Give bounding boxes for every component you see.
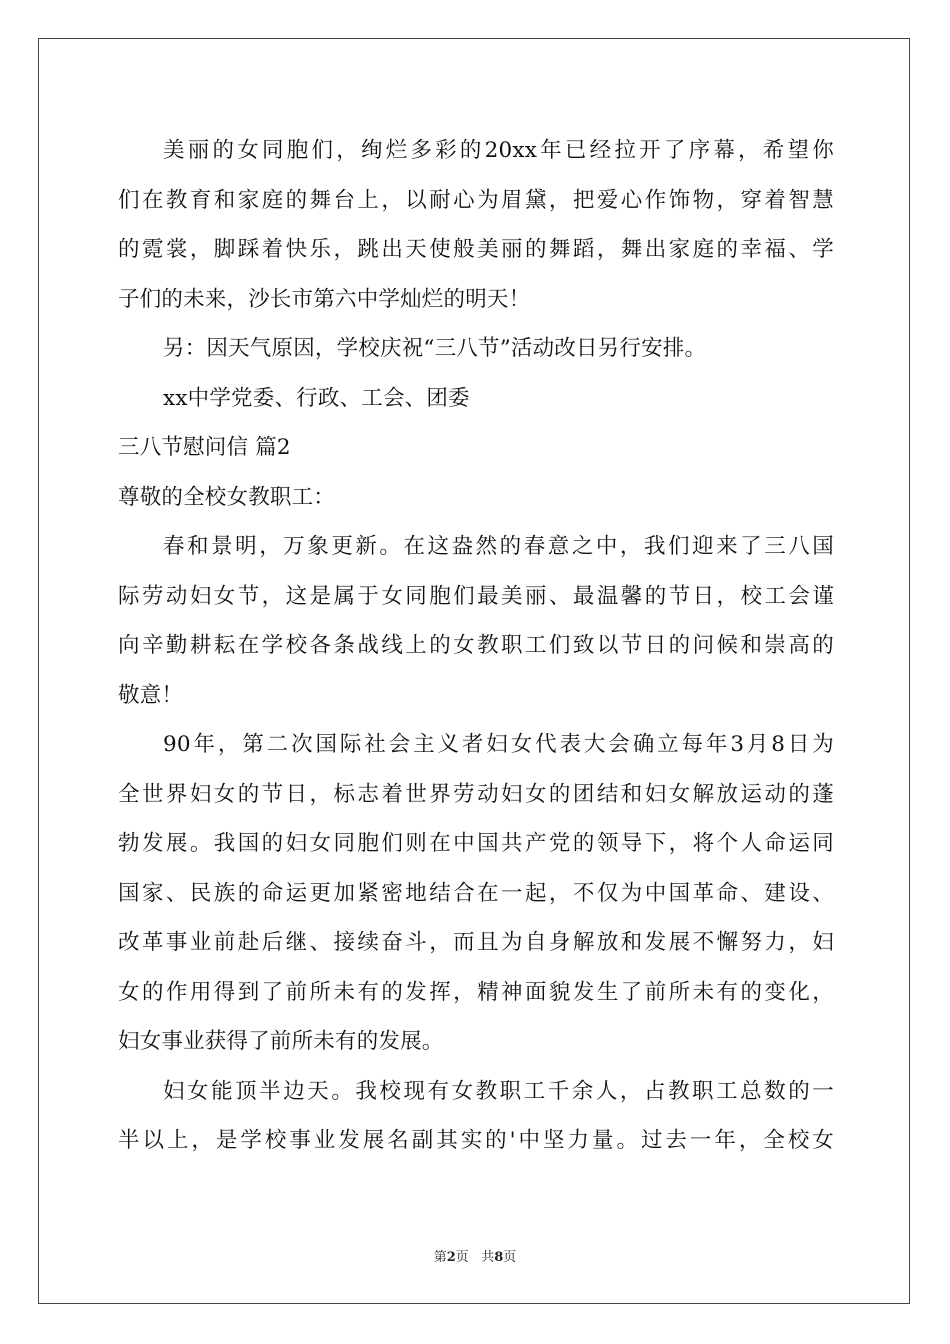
paragraph-line: 们在教育和家庭的舞台上，以耐心为眉黛，把爱心作饰物，穿着智慧	[118, 187, 834, 213]
paragraph-line: 90年，第二次国际社会主义者妇女代表大会确立每年3月8日为	[163, 732, 834, 757]
paragraph-line: 的霓裳，脚踩着快乐，跳出天使般美丽的舞蹈，舞出家庭的幸福、学	[118, 237, 834, 262]
total-prefix: 共	[481, 1250, 495, 1265]
paragraph-line: 妇女能顶半边天。我校现有女教职工千余人，占教职工总数的一	[163, 1078, 834, 1104]
paragraph-line: 国家、民族的命运更加紧密地结合在一起，不仅为中国革命、建设、	[118, 880, 834, 906]
note-line: 另：因天气原因，学校庆祝“三八节”活动改日另行安排。	[163, 336, 707, 361]
total-suffix: 页	[503, 1250, 517, 1265]
paragraph-line: 际劳动妇女节，这是属于女同胞们最美丽、最温馨的节日，校工会谨	[118, 583, 834, 609]
section-heading: 三八节慰问信 篇2	[118, 435, 291, 460]
paragraph-line: 子们的未来，沙长市第六中学灿烂的明天！	[118, 286, 531, 312]
paragraph-line: 春和景明，万象更新。在这盎然的春意之中，我们迎来了三八国	[163, 534, 834, 559]
paragraph-line: 敬意！	[118, 682, 184, 708]
paragraph-line: 半以上，是学校事业发展名副其实的'中坚力量。过去一年，全校女	[118, 1128, 834, 1153]
paragraph-line: 向辛勤耕耘在学校各条战线上的女教职工们致以节日的问候和崇高的	[118, 633, 834, 658]
paragraph-line: 美丽的女同胞们，绚烂多彩的20xx年已经拉开了序幕，希望你	[163, 138, 834, 163]
page-number: 2	[446, 1250, 456, 1265]
total-pages: 8	[494, 1250, 504, 1265]
paragraph-line: 改革事业前赴后继、接续奋斗，而且为自身解放和发展不懈努力，妇	[118, 930, 834, 955]
paragraph-line: 女的作用得到了前所未有的发挥，精神面貌发生了前所未有的变化，	[118, 979, 834, 1005]
page-footer	[0, 1246, 950, 1265]
paragraph-line: 全世界妇女的节日，标志着世界劳动妇女的团结和妇女解放运动的蓬	[118, 781, 834, 807]
page-prefix: 第	[433, 1250, 447, 1265]
paragraph-line: 勃发展。我国的妇女同胞们则在中国共产党的领导下，将个人命运同	[118, 831, 834, 856]
page-suffix: 页	[455, 1250, 469, 1265]
signature-line: xx中学党委、行政、工会、团委	[163, 385, 470, 411]
document-body	[118, 126, 834, 1166]
salutation: 尊敬的全校女教职工：	[118, 484, 336, 510]
paragraph-line: 妇女事业获得了前所未有的发展。	[118, 1029, 444, 1054]
